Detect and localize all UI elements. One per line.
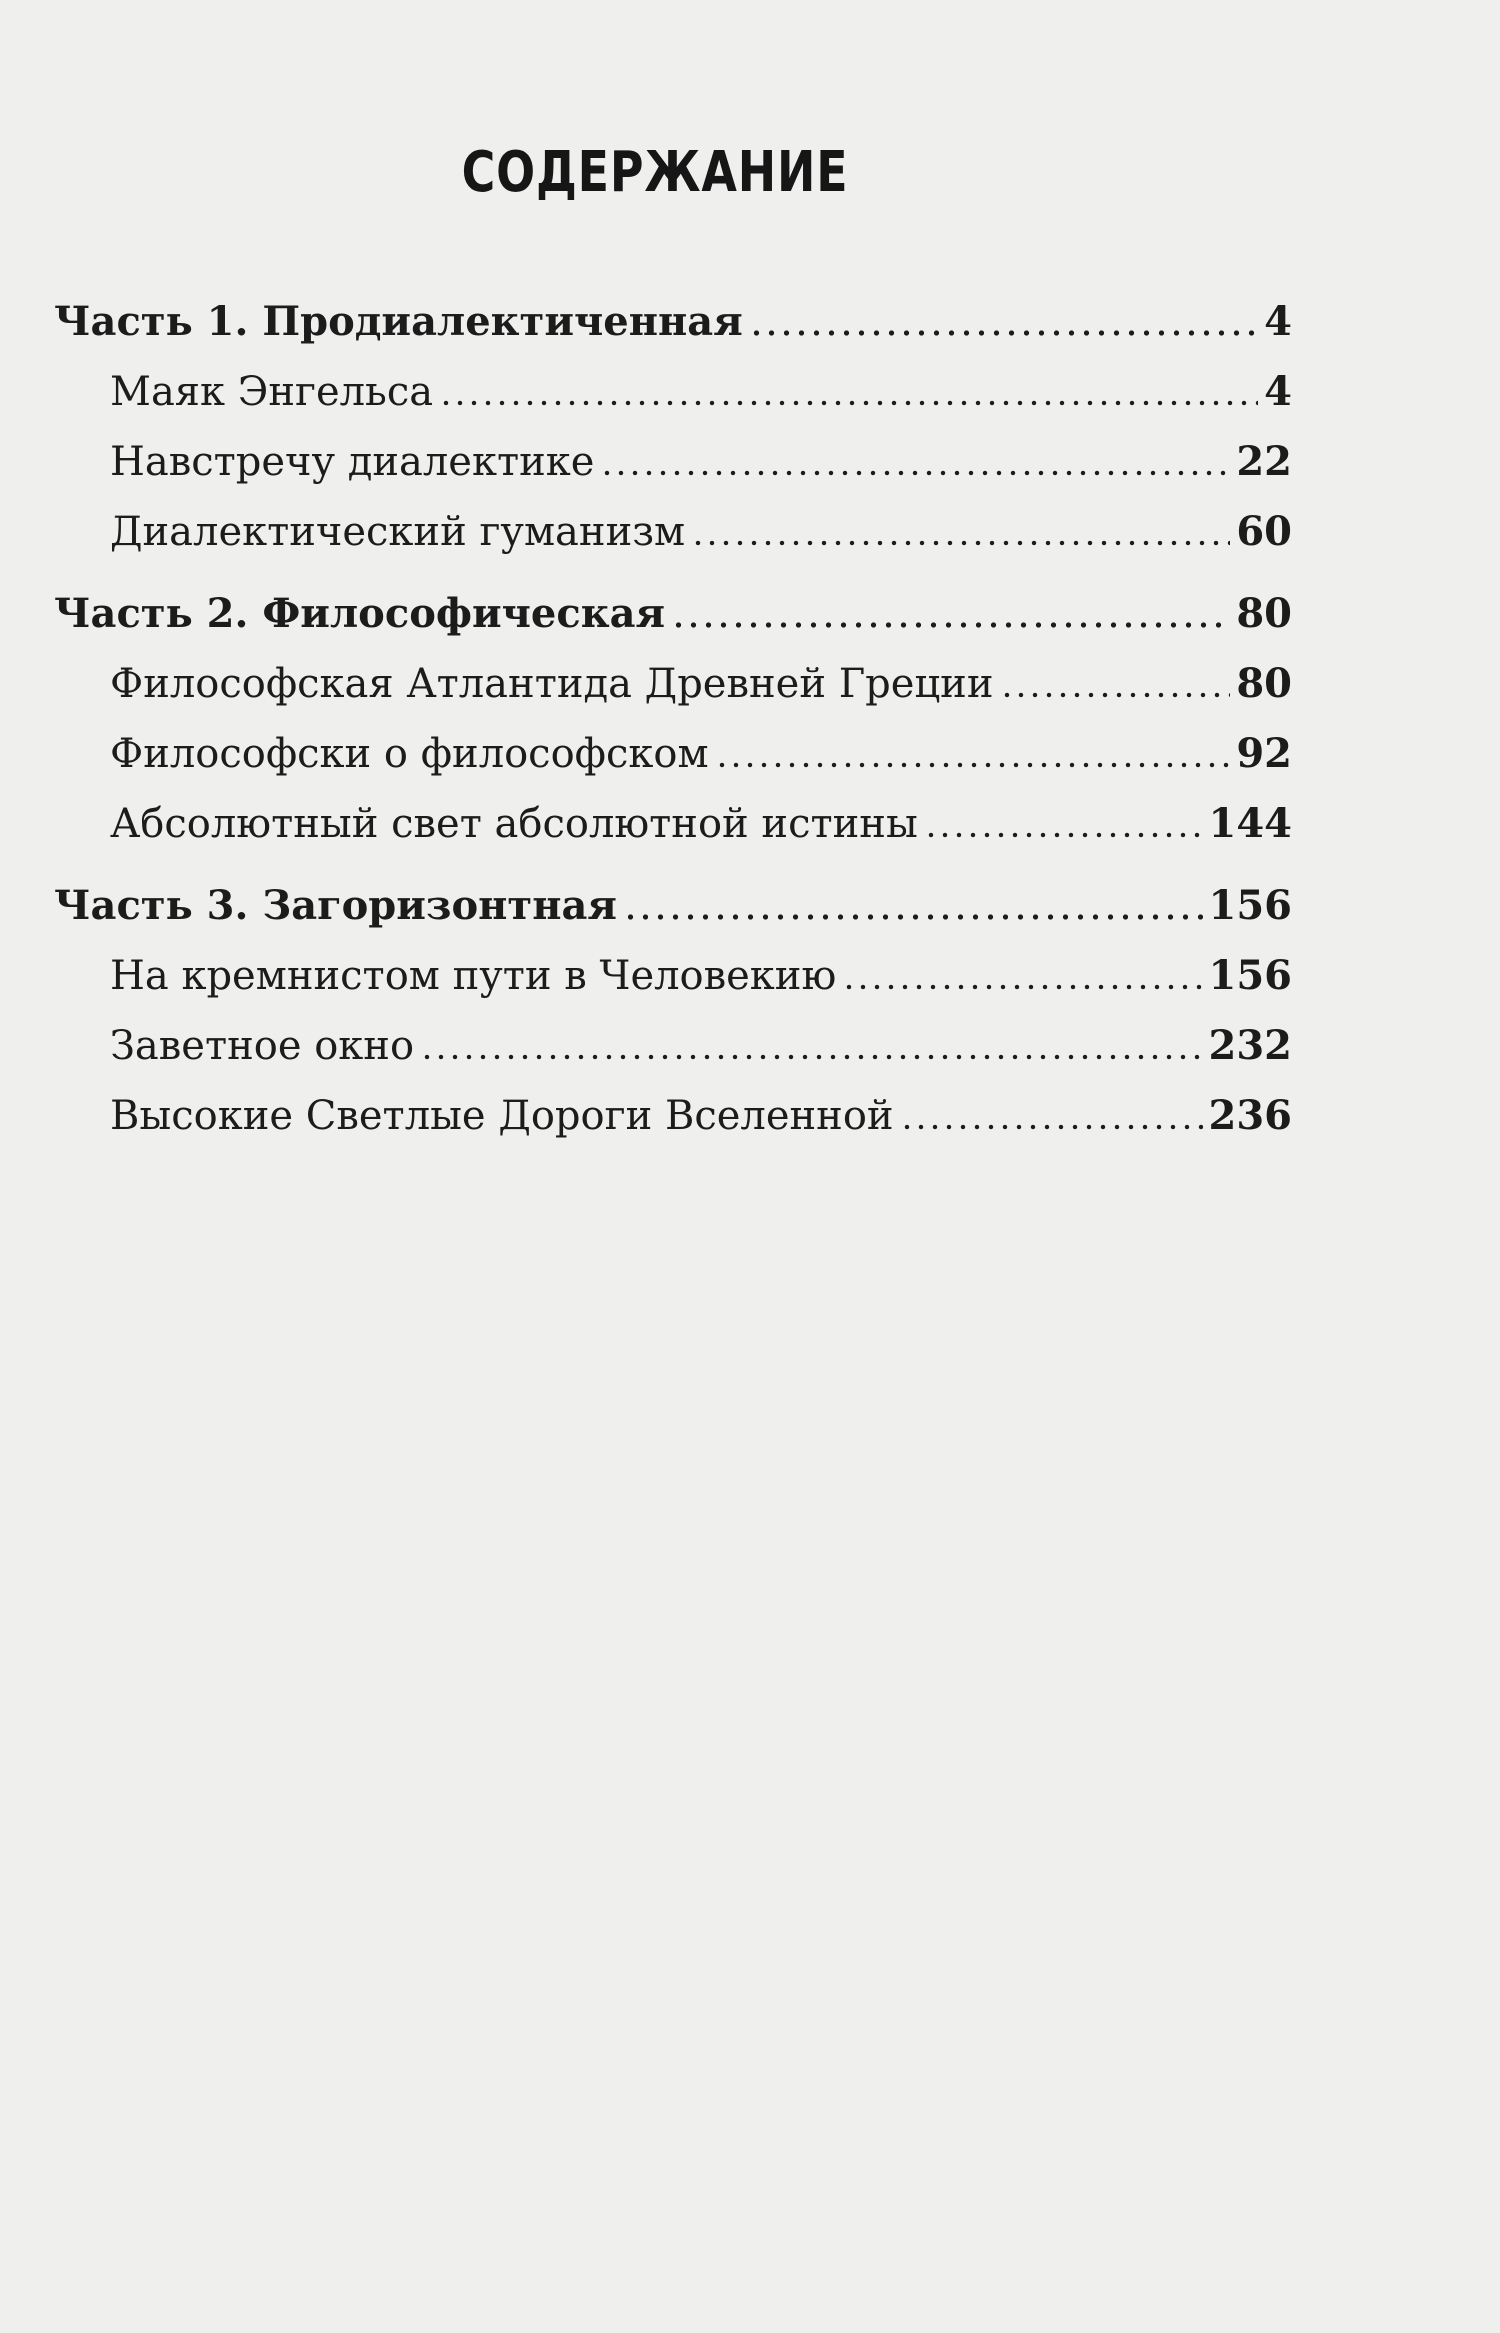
- toc-entry-chapter[interactable]: [54, 365, 1292, 435]
- dot-leader: [623, 885, 1203, 925]
- dot-leader: [420, 1025, 1202, 1065]
- toc-entry-chapter[interactable]: [54, 949, 1292, 1019]
- toc-entry-label: Абсолютный свет абсолютной истины: [110, 801, 918, 847]
- toc-entry-chapter[interactable]: [54, 657, 1292, 727]
- toc-entry-label: Философски о философском: [110, 731, 709, 777]
- toc-entry-label: Часть 2. Философическая: [54, 590, 666, 637]
- toc-entry-label: Диалектический гуманизм: [110, 509, 686, 555]
- dot-leader: [842, 955, 1202, 995]
- toc-entry-chapter[interactable]: [54, 797, 1292, 867]
- toc-entry-part-1[interactable]: [54, 295, 1292, 365]
- toc-entry-chapter[interactable]: [54, 1089, 1292, 1159]
- toc-entry-page-number: 60: [1236, 508, 1292, 555]
- toc-entry-chapter[interactable]: [54, 1019, 1292, 1089]
- toc-entry-page-number: 144: [1208, 800, 1292, 847]
- dot-leader: [671, 593, 1230, 633]
- toc-entry-chapter[interactable]: [54, 505, 1292, 575]
- toc-entry-label: Маяк Энгельса: [110, 369, 434, 415]
- toc-entry-chapter[interactable]: [54, 435, 1292, 505]
- toc-entry-label: Часть 3. Загоризонтная: [54, 882, 617, 929]
- toc-entry-label: Высокие Светлые Дороги Вселенной: [110, 1093, 894, 1139]
- dot-leader: [715, 733, 1231, 773]
- toc-entry-page-number: 22: [1236, 438, 1292, 485]
- toc-entry-part-3[interactable]: [54, 879, 1292, 949]
- toc-entry-label: На кремнистом пути в Человекию: [110, 953, 837, 999]
- toc-entry-page-number: 4: [1264, 368, 1292, 415]
- dot-leader: [924, 803, 1203, 843]
- toc-entry-page-number: 92: [1236, 730, 1292, 777]
- dot-leader: [439, 371, 1258, 411]
- dot-leader: [749, 301, 1258, 341]
- toc-entry-part-2[interactable]: [54, 587, 1292, 657]
- toc-entry-label: Философская Атлантида Древней Греции: [110, 661, 994, 707]
- toc-entry-label: Заветное окно: [110, 1023, 415, 1069]
- toc-entry-label: Навстречу диалектике: [110, 439, 595, 485]
- toc-entry-page-number: 156: [1208, 952, 1292, 999]
- page-title: СОДЕРЖАНИЕ: [461, 140, 849, 205]
- toc-entry-page-number: 80: [1236, 660, 1292, 707]
- toc-entry-chapter[interactable]: [54, 727, 1292, 797]
- toc-entry-page-number: 156: [1208, 882, 1292, 929]
- toc-entry-page-number: 232: [1208, 1022, 1292, 1069]
- dot-leader: [1000, 663, 1231, 703]
- toc-entry-label: Часть 1. Продиалектиченная: [54, 298, 743, 345]
- toc-entry-page-number: 80: [1236, 590, 1292, 637]
- dot-leader: [691, 511, 1230, 551]
- toc-entry-page-number: 236: [1208, 1092, 1292, 1139]
- toc-entry-page-number: 4: [1264, 298, 1292, 345]
- dot-leader: [900, 1095, 1203, 1135]
- table-of-contents: [54, 295, 1292, 1159]
- dot-leader: [600, 441, 1230, 481]
